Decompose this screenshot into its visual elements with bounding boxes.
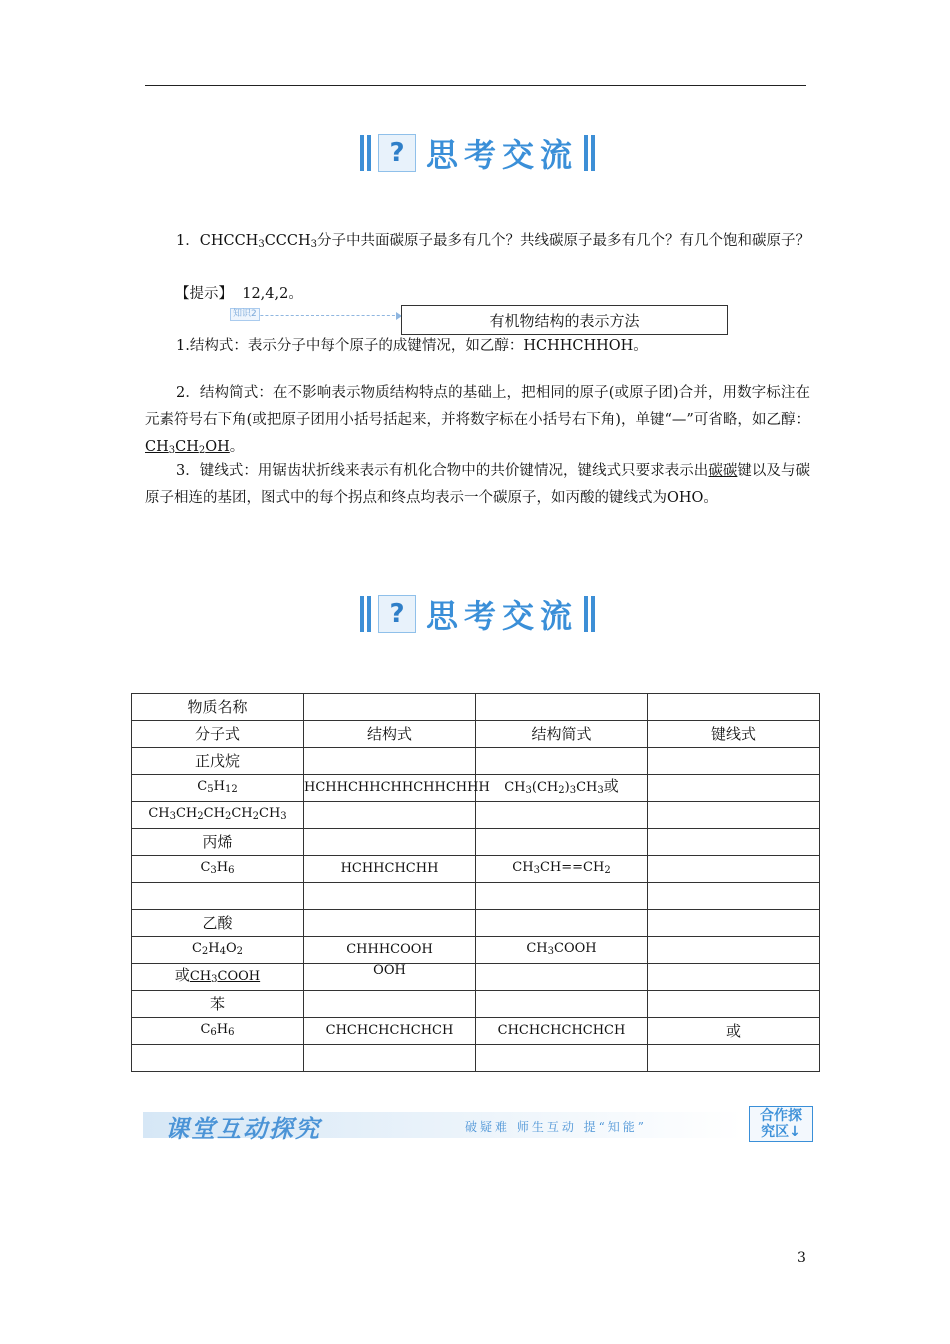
band-title: 课堂互动探究 — [165, 1115, 321, 1143]
table-row — [132, 883, 820, 910]
condensed-formula-alt: 或$CH_3COOH$ — [132, 964, 304, 991]
condensed-formula: $CH_3COOH$ — [476, 937, 648, 964]
table-row — [132, 721, 820, 748]
substance-name: 正戊烷 — [132, 748, 304, 775]
section-title: 有机物结构的表示方法 — [489, 311, 640, 330]
structural-formula: HCHHCHHCHHCHHCHHH — [304, 775, 476, 802]
condensed-example: $CH_3CH_2OH$ — [145, 439, 230, 456]
banner-bar-icon — [584, 135, 588, 171]
banner-bar-icon — [591, 596, 595, 632]
banner-think-discuss-2 — [360, 591, 630, 637]
table-row — [132, 856, 820, 883]
table-row — [132, 694, 820, 721]
banner-think-discuss-1 — [360, 130, 630, 176]
band-subtitle: 破疑难 师生互动 提“知能” — [465, 1120, 647, 1134]
table-header-cell: 键线式 — [648, 721, 820, 748]
structural-formula-part: OOH — [304, 964, 476, 991]
hint-text: 12,4,2。 — [242, 286, 303, 302]
table-row — [132, 1045, 820, 1072]
skeletal-formula: 或 — [648, 1018, 820, 1045]
underlined-term: 碳碳 — [708, 463, 738, 479]
banner-bar-icon — [584, 596, 588, 632]
question-text: 分子中共面碳原子最多有几个？共线碳原子最多有几个？有几个饱和碳原子？ — [317, 233, 810, 249]
molecular-formula: $C_2H_4O_2$ — [132, 937, 304, 964]
paragraph-skeletal-formula: 3．键线式：用锯齿状折线来表示有机化合物中的共价键情况，键线式只要求表示出碳碳键以及与碳原子相连的基团，图式中的每个拐点和终点均表示一个碳原子，如丙酸的键线式为OHO。 — [145, 463, 810, 506]
banner-bar-icon — [591, 135, 595, 171]
paragraph-structural-formula: 1.结构式：表示分子中每个原子的成键情况，如乙醇：HCHHCHHOH。 — [176, 338, 648, 354]
table-row — [132, 748, 820, 775]
header-rule — [145, 85, 806, 86]
table-row — [132, 829, 820, 856]
condensed-formula: CHCHCHCHCHCH — [476, 1018, 648, 1045]
structural-formula: CHHHCOOH — [304, 937, 476, 964]
page-number: 3 — [797, 1250, 806, 1266]
hint-label: 【提示】 — [175, 286, 233, 302]
question-mark-icon: ? — [378, 595, 416, 633]
cooperation-zone-badge: 合作探 究区↓ — [749, 1106, 813, 1142]
question-1 — [145, 228, 810, 258]
table-row — [132, 964, 820, 991]
question-number: 1． — [176, 233, 200, 249]
table-header-cell: 结构简式 — [476, 721, 648, 748]
banner-title: 思考交流 — [426, 597, 579, 635]
banner-bar-icon — [360, 596, 364, 632]
banner-bar-icon — [367, 596, 371, 632]
table-header-cell: 物质名称 — [132, 694, 304, 721]
condensed-formula: $CH_3(CH_2)_3CH_3$或 — [476, 775, 648, 802]
table-row — [132, 1018, 820, 1045]
hint — [175, 281, 795, 308]
classroom-interaction-band — [143, 1106, 813, 1142]
table-header-cell: 分子式 — [132, 721, 304, 748]
table-row — [132, 910, 820, 937]
condensed-formula: $CH_3CH==CH_2$ — [476, 856, 648, 883]
formula-comparison-table — [131, 693, 820, 1072]
paragraph-condensed-formula: 2．结构简式：在不影响表示物质结构特点的基础上，把相同的原子(或原子团)合并，用数字标注在元素符号右下角(或把原子团用小括号括起来，并将数字标在小括号右下角)，单键“—”可省略，如乙醇：$CH_3CH_2OH$。 — [145, 385, 810, 456]
condensed-formula-alt: $CH_3CH_2CH_2CH_2CH_3$ — [132, 802, 304, 829]
structural-formula: CHCHCHCHCHCH — [304, 1018, 476, 1045]
banner-title: 思考交流 — [426, 136, 579, 174]
banner-bar-icon — [360, 135, 364, 171]
substance-name: 苯 — [132, 991, 304, 1018]
section-marker: 知识2 — [230, 308, 260, 321]
question-formula: $CHCCH_3CCCH_3$ — [199, 233, 317, 250]
molecular-formula: $C_6H_6$ — [132, 1018, 304, 1045]
table-header-cell: 结构式 — [304, 721, 476, 748]
table-row — [132, 991, 820, 1018]
molecular-formula: $C_3H_6$ — [132, 856, 304, 883]
section-title-box — [401, 305, 728, 335]
substance-name: 丙烯 — [132, 829, 304, 856]
table-row — [132, 937, 820, 964]
table-row — [132, 802, 820, 829]
substance-name: 乙酸 — [132, 910, 304, 937]
question-mark-icon: ? — [378, 134, 416, 172]
table-row — [132, 775, 820, 802]
banner-bar-icon — [367, 135, 371, 171]
molecular-formula: $C_5H_{12}$ — [132, 775, 304, 802]
structural-formula: HCHHCHCHH — [304, 856, 476, 883]
